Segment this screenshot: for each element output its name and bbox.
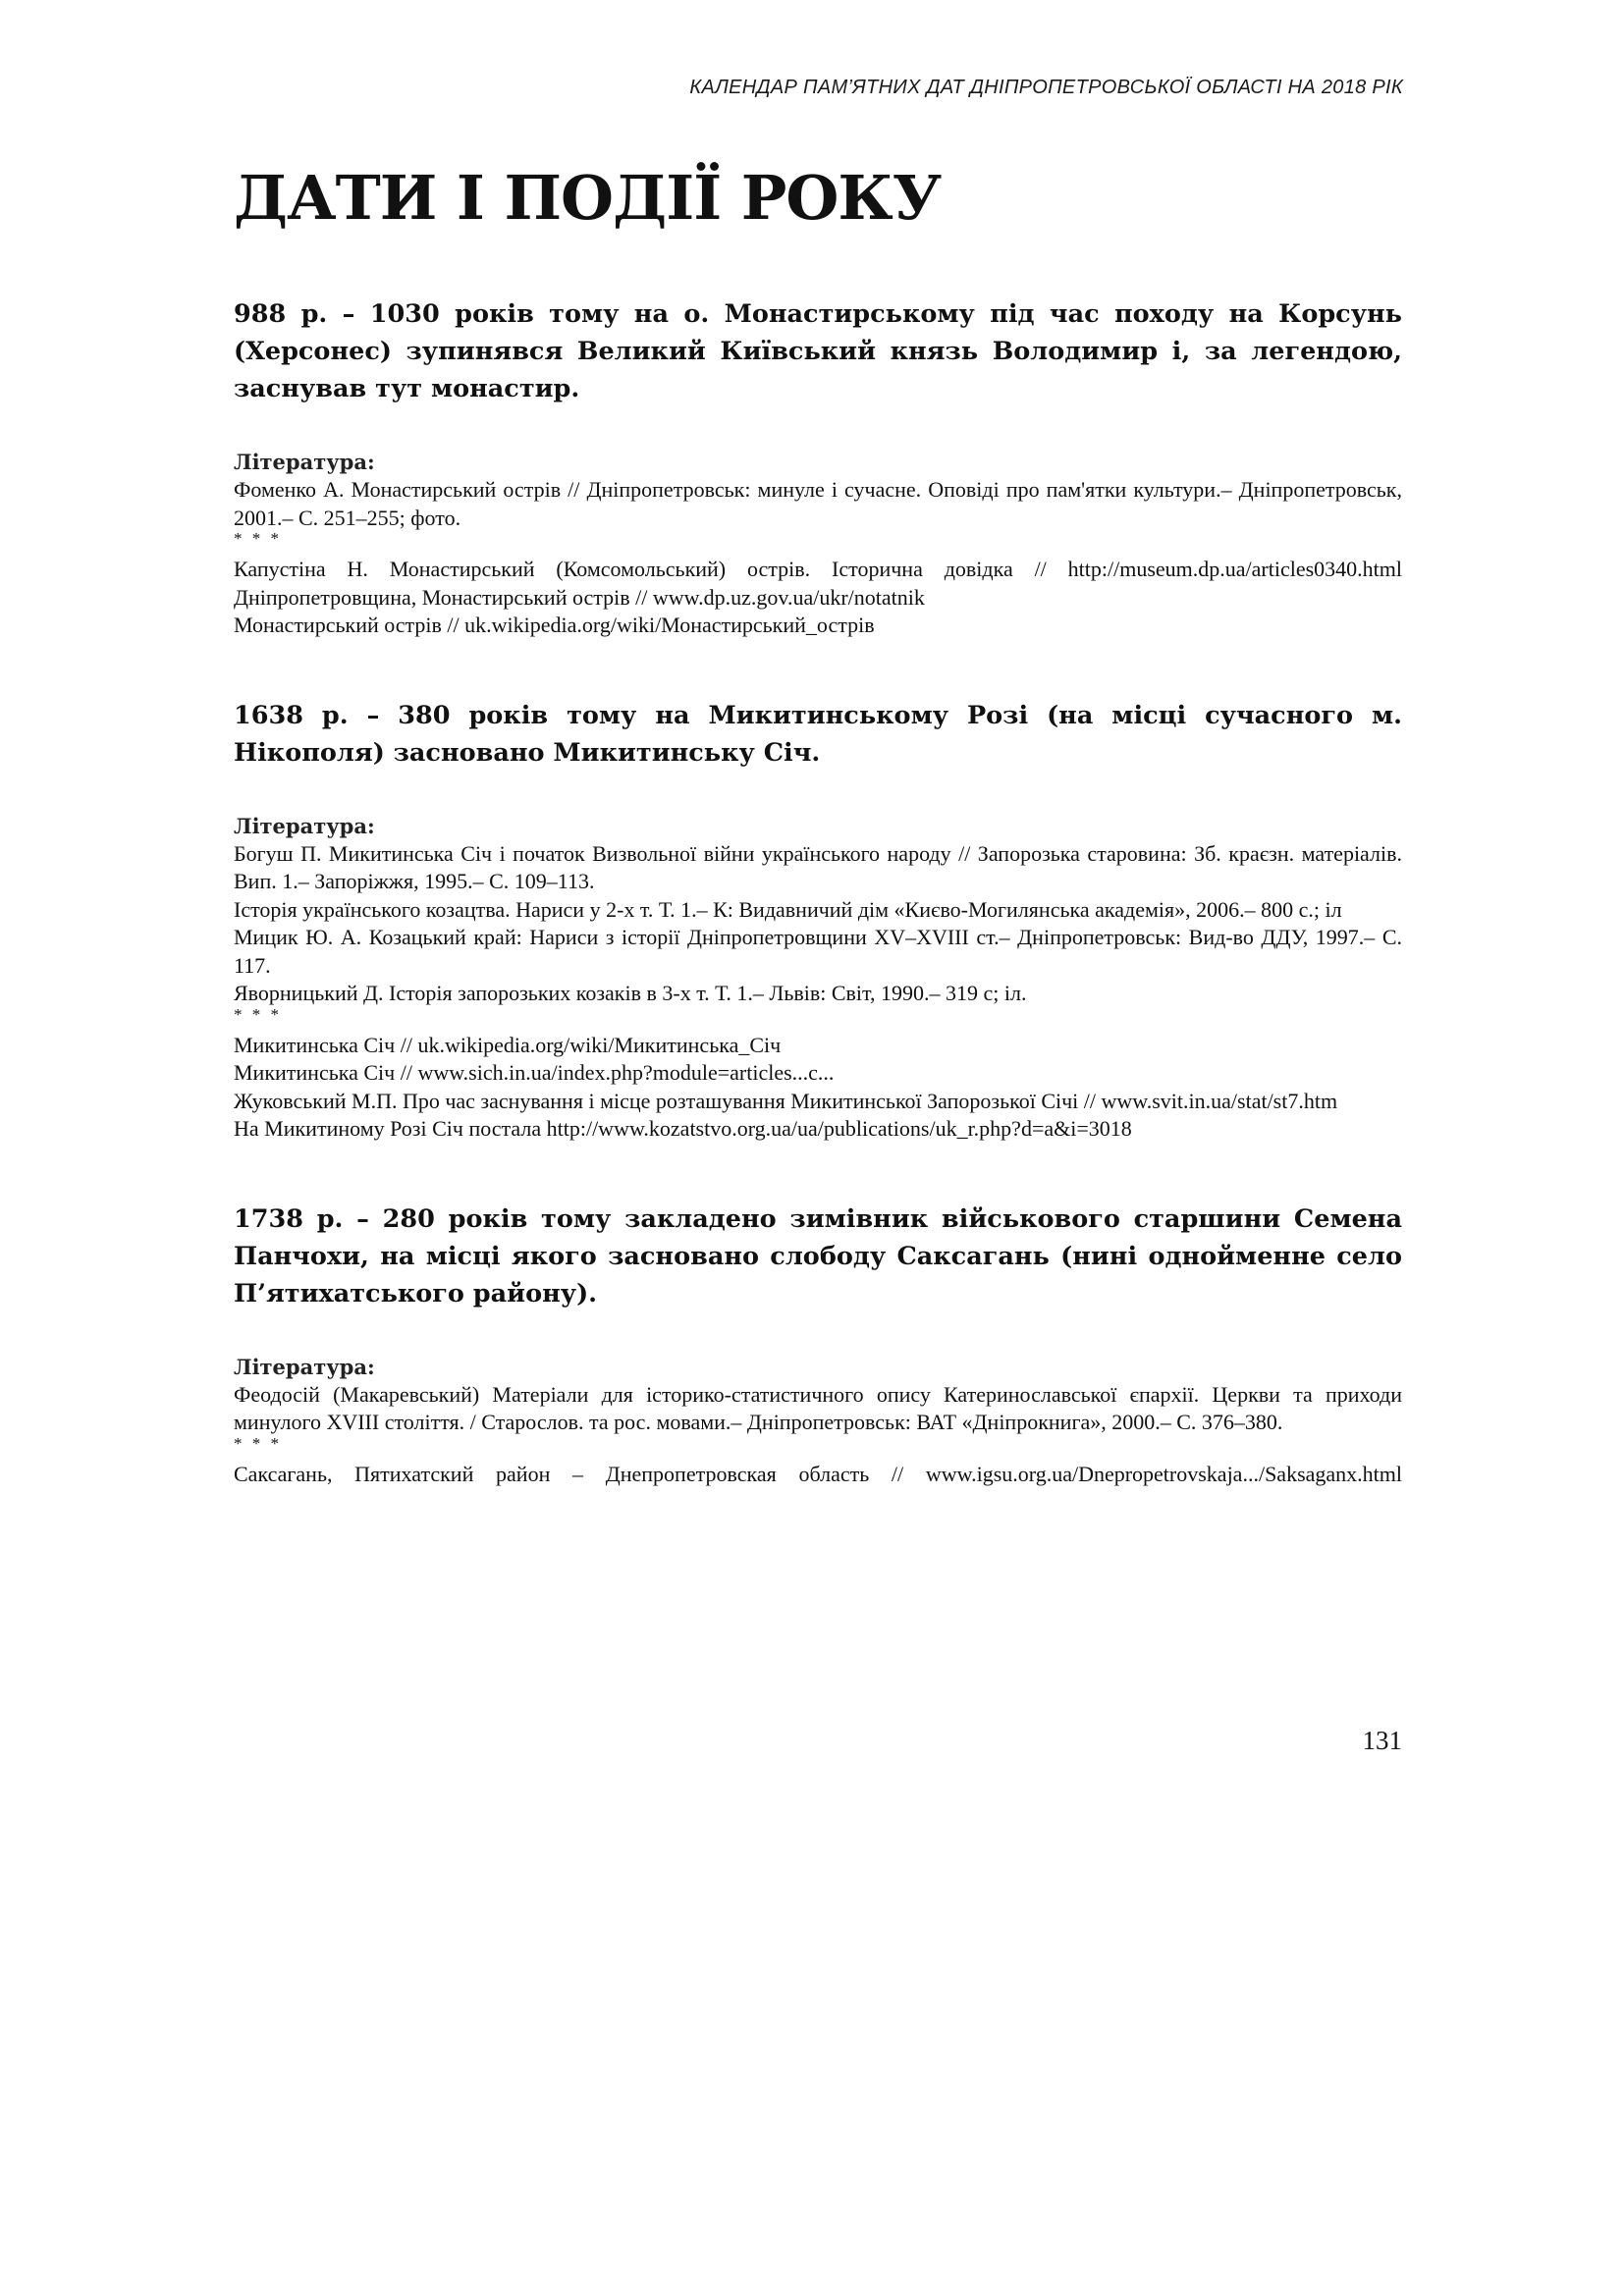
- web-reference: Монастирський острів // uk.wikipedia.org/wiki/Монастирський_острів: [234, 613, 875, 638]
- running-header: КАЛЕНДАР ПАМ’ЯТНИХ ДАТ ДНІПРОПЕТРОВСЬКОЇ ОБЛАСТІ НА 2018 РІК: [689, 77, 1403, 98]
- print-reference: Феодосій (Макаревський) Матеріали для історико-статистичного опису Катеринославської єпархії. Церкви та приходи минулого XVIII століття. / Старослов. та рос. мовами.– Дніпропетровськ: ВАТ «Дніпрокнига», 2000.– С. 376–380.: [234, 1381, 1402, 1435]
- separator-stars: * * *: [234, 1004, 282, 1024]
- print-reference: Фоменко А. Монастирський острів // Дніпропетровськ: минуле і сучасне. Оповіді про пам'ятки культури.– Дніпропетровськ, 2001.– С. 251–255; фото.: [234, 477, 1402, 530]
- literature-label: Література:: [234, 450, 375, 475]
- web-reference: Микитинська Січ // www.sich.in.ua/index.php?module=articles...c...: [234, 1060, 835, 1086]
- web-reference: Саксагань, Пятихатский район – Днепропетровская область // www.igsu.org.ua/Dnepropetrovskaja.../Saksaganx.html: [234, 1461, 1402, 1486]
- print-reference: Історія українського козацтва. Нариси у 2-х т. Т. 1.– К: Видавничий дім «Києво-Могилянська академія», 2006.– 800 с.; іл: [234, 896, 1342, 922]
- web-reference: Капустіна Н. Монастирський (Комсомольський) острів. Історична довідка // http://museum.dp.ua/articles0340.html: [234, 557, 1402, 582]
- event-heading: 1638 р. – 380 років тому на Микитинському Розі (на місці сучасного м. Нікополя) засновано Микитинську Січ.: [234, 700, 1402, 768]
- page-number: 131: [1362, 1726, 1402, 1755]
- web-reference: Дніпропетровщина, Монастирський острів // www.dp.uz.gov.ua/ukr/notatnik: [234, 584, 925, 610]
- print-reference: Мицик Ю. А. Козацький край: Нариси з історії Дніпропетровщини XV–XVIII ст.– Дніпропетровськ: Вид-во ДДУ, 1997.– С. 117.: [234, 925, 1402, 978]
- web-reference: На Микитиному Розі Січ постала http://www.kozatstvo.org.ua/ua/publications/uk_r.php?d=a&i=3018: [234, 1116, 1132, 1142]
- event-heading: 988 р. – 1030 років тому на о. Монастирському під час походу на Корсунь (Херсонес) зупинявся Великий Київський князь Володимир і, за легендою, заснував тут монастир.: [234, 299, 1402, 404]
- page-content: [234, 162, 1402, 1545]
- literature-label: Література:: [234, 1354, 375, 1379]
- event-entry: [234, 697, 1402, 1144]
- event-entry: [234, 295, 1402, 640]
- print-reference: Богуш П. Микитинська Січ і початок Визвольної війни українського народу // Запорозька старовина: Зб. краєзн. матеріалів. Вип. 1.– Запоріжжя, 1995.– С. 109–113.: [234, 840, 1402, 894]
- web-reference: Микитинська Січ // uk.wikipedia.org/wiki/Микитинська_Січ: [234, 1032, 782, 1057]
- event-entry: [234, 1201, 1402, 1489]
- event-heading: 1738 р. – 280 років тому закладено зимівник військового старшини Семена Панчохи, на місці якого засновано слободу Саксагань (нині однойменне село П’ятихатського району).: [234, 1203, 1402, 1308]
- page-title: ДАТИ І ПОДІЇ РОКУ: [234, 162, 942, 234]
- web-reference: Жуковський М.П. Про час заснування і місце розташування Микитинської Запорозької Січі // www.svit.in.ua/stat/st7.htm: [234, 1088, 1338, 1113]
- literature-label: Література:: [234, 813, 375, 838]
- separator-stars: * * *: [234, 1433, 282, 1453]
- print-reference: Яворницький Д. Історія запорозьких козаків в 3-х т. Т. 1.– Львів: Світ, 1990.– 319 с; іл.: [234, 981, 1027, 1006]
- separator-stars: * * *: [234, 529, 282, 549]
